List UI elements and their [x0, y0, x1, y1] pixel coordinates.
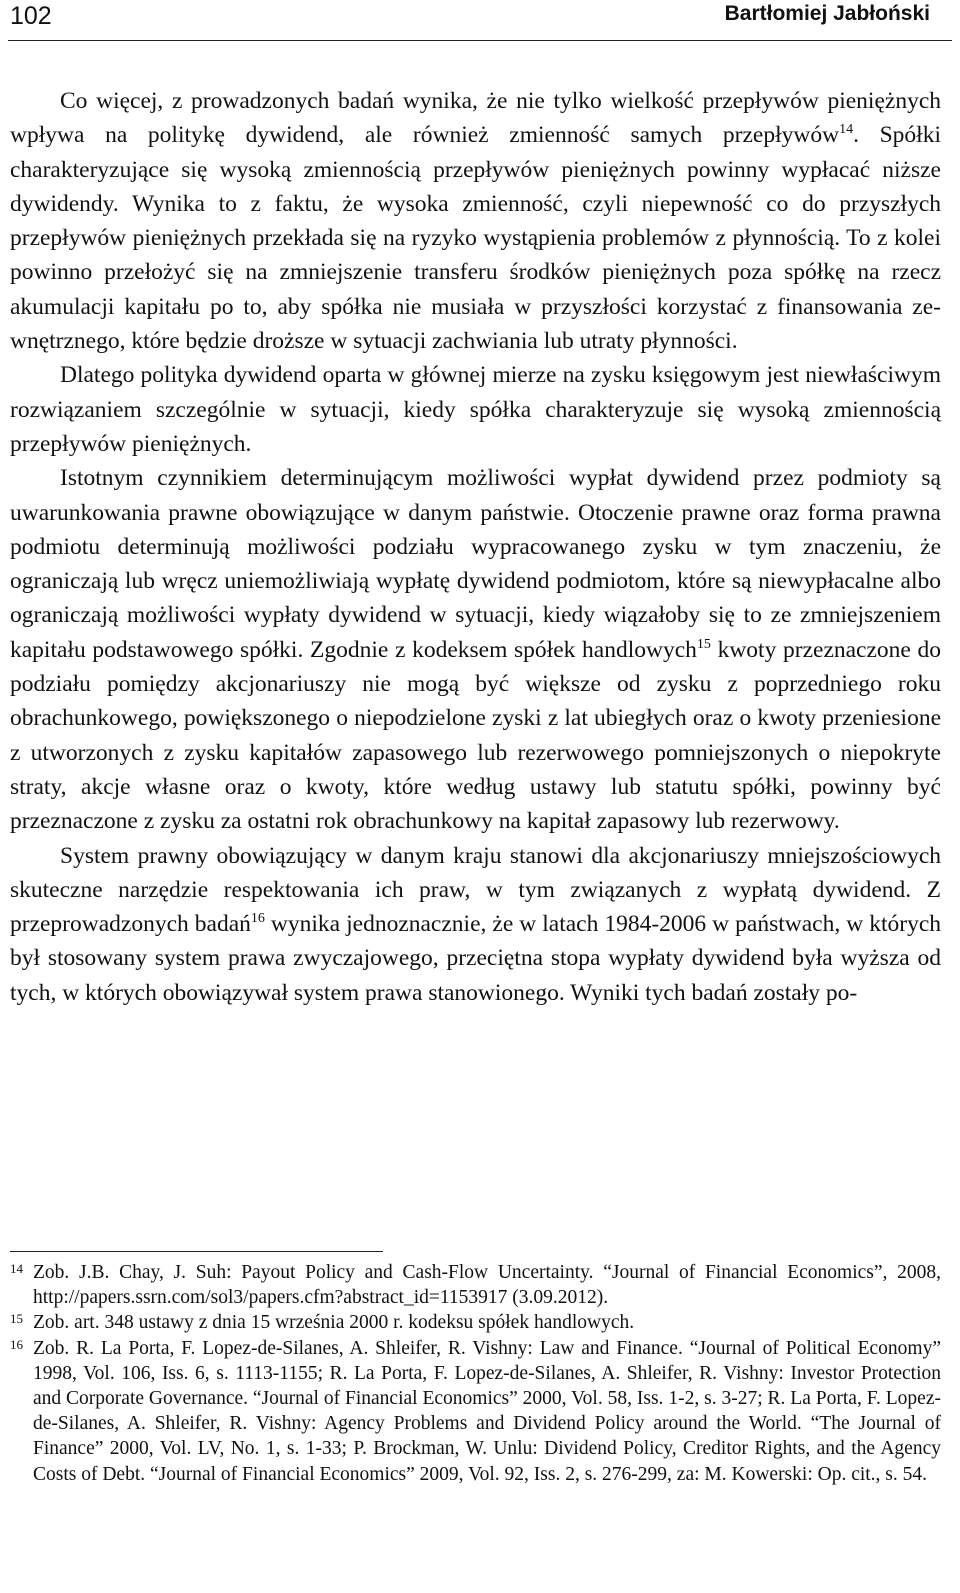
footnote-ref: 15 [696, 636, 711, 652]
paragraph-text: Co więcej, z prowadzonych badań wynika, że nie tylko wielkość przepływów pieniężnych wpływa na politykę dywidend, ale również zmienność samych przepływów [10, 88, 941, 149]
footnote [10, 1336, 941, 1487]
paragraph-text: kwoty przeznaczone do podziału pomiędzy akcjonariuszy nie mogą być większe od zysku z poprzedniego roku obrachunkowego, powiększonego o niepodzielone zyski z lat ubiegłych oraz o kwoty przeniesione z utworzonych z zysku kapitałów zapasowego lub rezerwowego pomniejszonych o niepokryte straty, akcje własne oraz o kwoty, które według ustawy lub statutu spółki, powinny być przeznaczone z zysku za ostatni rok obrachunkowy na kapitał zapasowy lub rezerwowy. [10, 636, 942, 835]
paragraph-text: . Spółki charakteryzujące się wysoką zmiennością przepływów pieniężnych powinny wypłacać niższe dywidendy. Wynika to z faktu, że wysoka zmienność, czyli niepewność co do przyszłych przepływów pieniężnych przekłada się na ryzyko wystąpienia problemów z płynnością. To z kolei powinno przełożyć się na zmniejszenie transferu środków pieniężnych poza spółkę na rzecz akumulacji kapitału po to, aby spółka nie musiała w przyszłości korzystać z finansowania zewnętrznego, które będzie droższe w sytuacji zachwiania lub utraty płynności. [10, 122, 941, 355]
footnote-text: Zob. art. 348 ustawy z dnia 15 września 2000 r. kodeksu spółek handlowych. [33, 1312, 635, 1334]
footnote-text: Zob. J.B. Chay, J. Suh: Payout Policy and Cash-Flow Uncertainty. “Journal of Financial Economics”, 2008, http://papers.ssrn.com/sol3/papers.cfm?abstract_id=1153917 (3.09.2012). [33, 1262, 941, 1309]
running-head-author: Bartłomiej Jabłoński [724, 2, 930, 25]
paragraph-text: Dlatego polityka dywidend oparta w głównej mierze na zysku księgowym jest niewłaściwym rozwiązaniem szczególnie w sytuacji, kiedy spółka charakteryzuje się wysoką zmiennością przepływów pieniężnych. [10, 362, 941, 457]
paragraph [10, 839, 941, 1010]
footnote-ref: 14 [839, 122, 854, 138]
paragraph-text: wynika jednoznacznie, że w latach 1984-2006 w państwach, w których był stosowany system prawa zwyczajowego, przeciętna stopa wypłaty dywidend była wyższa od tych, w których obowiązywał system prawa stanowionego. Wyniki tych badań zostały po- [10, 911, 941, 1006]
paragraph-text: Istotnym czynnikiem determinującym możliwości wypłat dywidend przez podmioty są uwarunkowania prawne obowiązujące w danym państwie. Otoczenie prawne oraz forma prawna podmiotu determinują możliwości podziału wypracowanego zysku w tym znaczeniu, że ograniczają lub wręcz uniemożliwiają wypłatę dywidend podmiotom, które są niewypłacalne albo ograniczają możliwości wypłaty dywidend w sytuacji, kiedy wiązałoby się to ze zmniejszeniem kapitału podstawowego spółki. Zgodnie z kodeksem spółek handlowych [10, 465, 941, 663]
footnote [10, 1310, 941, 1335]
body-text [10, 84, 941, 1010]
footnote-text: Zob. R. La Porta, F. Lopez-de-Silanes, A. Shleifer, R. Vishny: Law and Finance. “Journal of Political Economy” 1998, Vol. 106, Iss. 6, s. 1113-1155; R. La Porta, F. Lopez-de-Silanes, A. Shleifer, R. Vishny: Investor Protection and Corporate Governance. “Journal of Financial Economics” 2000, Vol. 58, Iss. 1-2, s. 3-27; R. La Porta, F. Lopez-de-Silanes, A. Shleifer, R. Vishny: Agency Problems and Dividend Policy around the World. “The Journal of Finance” 2000, Vol. LV, No. 1, s. 1-33; P. Brockman, W. Unlu: Dividend Policy, Creditor Rights, and the Agency Costs of Debt. “Journal of Financial Economics” 2009, Vol. 92, Iss. 2, s. 276-299, za: M. Kowerski: Op. cit., s. 54. [33, 1337, 941, 1485]
footnote-number: 15 [10, 1311, 23, 1327]
paragraph [10, 358, 941, 461]
paragraph-text: System prawny obowiązujący w danym kraju stanowi dla akcjonariuszy mniejszościowych skuteczne narzędzie respektowania ich praw, w tym związanych z wypłatą dywidend. Z przeprowadzonych badań [10, 842, 941, 938]
page-number: 102 [10, 2, 52, 30]
page-header [8, 0, 952, 41]
footnote-number: 14 [10, 1261, 23, 1276]
footnotes [10, 1260, 941, 1487]
footnote [10, 1260, 941, 1310]
footnote-separator [10, 1251, 383, 1252]
paragraph [10, 84, 941, 358]
footnote-number: 16 [10, 1336, 23, 1352]
footnote-ref: 16 [250, 911, 265, 927]
paragraph [10, 461, 941, 838]
